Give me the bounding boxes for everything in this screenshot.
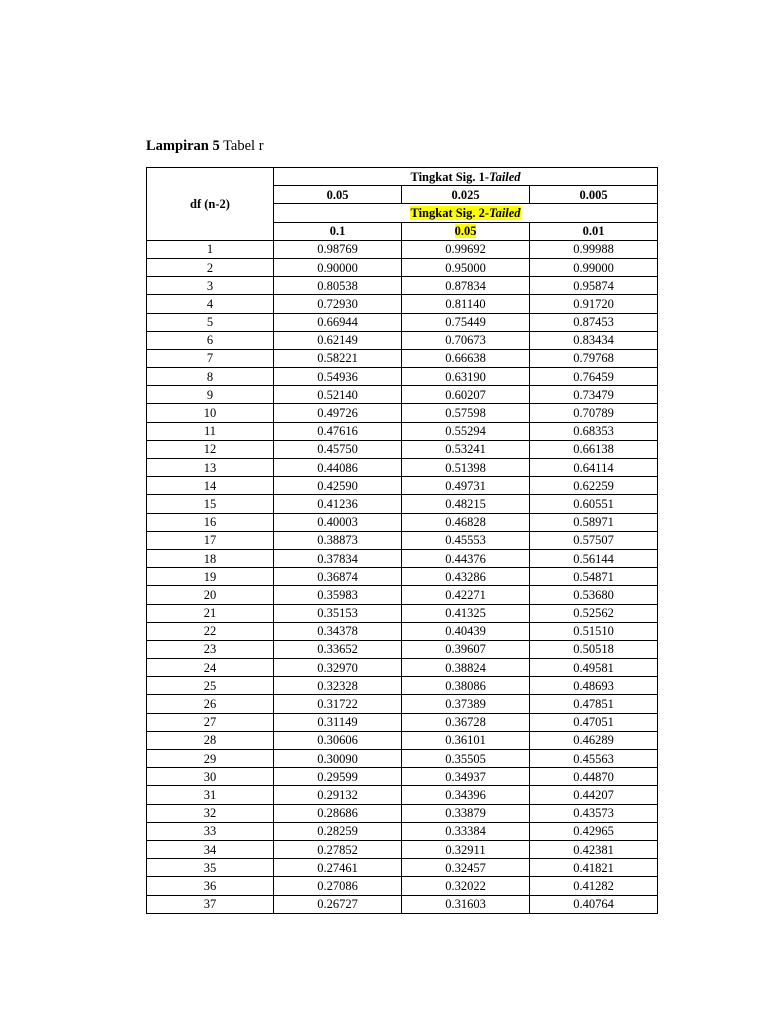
r-value-cell: 0.46289	[530, 731, 658, 749]
r-value-cell: 0.46828	[402, 513, 530, 531]
r-value-cell: 0.34937	[402, 768, 530, 786]
two-tailed-suffix: Tailed	[489, 205, 521, 220]
table-body	[147, 240, 658, 913]
table-row	[147, 568, 658, 586]
r-value-cell: 0.49731	[402, 477, 530, 495]
r-value-cell: 0.32022	[402, 877, 530, 895]
table-row	[147, 895, 658, 913]
table-row	[147, 495, 658, 513]
df-cell: 28	[147, 731, 274, 749]
r-value-cell: 0.30606	[274, 731, 402, 749]
r-value-cell: 0.95000	[402, 258, 530, 276]
table-row	[147, 840, 658, 858]
df-header: df (n-2)	[147, 168, 274, 241]
r-value-cell: 0.66944	[274, 313, 402, 331]
df-cell: 20	[147, 586, 274, 604]
r-value-cell: 0.34378	[274, 622, 402, 640]
table-row	[147, 640, 658, 658]
df-cell: 26	[147, 695, 274, 713]
df-cell: 31	[147, 786, 274, 804]
r-value-cell: 0.99000	[530, 258, 658, 276]
r-value-cell: 0.44870	[530, 768, 658, 786]
caption-rest: Tabel r	[219, 138, 264, 154]
one-tailed-level: 0.005	[530, 186, 658, 204]
r-value-cell: 0.36874	[274, 568, 402, 586]
r-value-cell: 0.79768	[530, 349, 658, 367]
table-row	[147, 513, 658, 531]
r-value-cell: 0.52562	[530, 604, 658, 622]
r-value-cell: 0.47051	[530, 713, 658, 731]
r-value-cell: 0.66138	[530, 440, 658, 458]
r-value-cell: 0.42965	[530, 822, 658, 840]
r-value-cell: 0.29132	[274, 786, 402, 804]
df-cell: 16	[147, 513, 274, 531]
two-tailed-level: 0.1	[274, 222, 402, 240]
r-value-cell: 0.30090	[274, 750, 402, 768]
table-header	[147, 168, 658, 241]
r-value-cell: 0.62259	[530, 477, 658, 495]
df-cell: 11	[147, 422, 274, 440]
df-cell: 25	[147, 677, 274, 695]
r-value-cell: 0.70673	[402, 331, 530, 349]
r-value-cell: 0.28259	[274, 822, 402, 840]
r-value-cell: 0.41821	[530, 859, 658, 877]
r-value-cell: 0.36728	[402, 713, 530, 731]
r-value-cell: 0.75449	[402, 313, 530, 331]
one-tailed-prefix: Tingkat Sig. 1-	[410, 169, 490, 184]
r-value-cell: 0.26727	[274, 895, 402, 913]
r-value-cell: 0.45563	[530, 750, 658, 768]
r-value-cell: 0.27461	[274, 859, 402, 877]
table-row	[147, 258, 658, 276]
table-row	[147, 531, 658, 549]
r-value-cell: 0.57598	[402, 404, 530, 422]
table-row	[147, 859, 658, 877]
table-row	[147, 459, 658, 477]
r-value-cell: 0.60551	[530, 495, 658, 513]
df-cell: 24	[147, 659, 274, 677]
r-value-cell: 0.60207	[402, 386, 530, 404]
df-cell: 6	[147, 331, 274, 349]
r-value-cell: 0.58221	[274, 349, 402, 367]
df-cell: 4	[147, 295, 274, 313]
table-row	[147, 277, 658, 295]
df-cell: 1	[147, 240, 274, 258]
r-value-cell: 0.49726	[274, 404, 402, 422]
r-value-cell: 0.33384	[402, 822, 530, 840]
one-tailed-suffix: Tailed	[489, 169, 521, 184]
r-value-cell: 0.27852	[274, 840, 402, 858]
r-value-cell: 0.57507	[530, 531, 658, 549]
table-row	[147, 422, 658, 440]
table-row	[147, 804, 658, 822]
r-value-cell: 0.44376	[402, 549, 530, 567]
r-value-cell: 0.91720	[530, 295, 658, 313]
r-value-cell: 0.63190	[402, 368, 530, 386]
table-row	[147, 622, 658, 640]
two-tailed-level: 0.01	[530, 222, 658, 240]
table-row	[147, 295, 658, 313]
r-value-cell: 0.38873	[274, 531, 402, 549]
caption-bold: Lampiran 5	[146, 138, 220, 154]
r-value-cell: 0.51510	[530, 622, 658, 640]
df-cell: 18	[147, 549, 274, 567]
r-value-cell: 0.42590	[274, 477, 402, 495]
one-tailed-level: 0.05	[274, 186, 402, 204]
df-cell: 13	[147, 459, 274, 477]
table-row	[147, 822, 658, 840]
table-row	[147, 731, 658, 749]
table-row	[147, 659, 658, 677]
two-tailed-title-highlight	[410, 206, 520, 220]
r-value-cell: 0.41236	[274, 495, 402, 513]
r-value-cell: 0.54871	[530, 568, 658, 586]
table-row	[147, 677, 658, 695]
r-value-cell: 0.40003	[274, 513, 402, 531]
r-value-cell: 0.27086	[274, 877, 402, 895]
r-value-cell: 0.55294	[402, 422, 530, 440]
r-value-cell: 0.98769	[274, 240, 402, 258]
r-value-cell: 0.50518	[530, 640, 658, 658]
r-value-cell: 0.99692	[402, 240, 530, 258]
r-value-cell: 0.35505	[402, 750, 530, 768]
r-value-cell: 0.40764	[530, 895, 658, 913]
r-value-cell: 0.35153	[274, 604, 402, 622]
two-tailed-level	[402, 222, 530, 240]
df-cell: 2	[147, 258, 274, 276]
r-value-cell: 0.66638	[402, 349, 530, 367]
r-value-cell: 0.37834	[274, 549, 402, 567]
r-value-cell: 0.48693	[530, 677, 658, 695]
table-row	[147, 477, 658, 495]
one-tailed-level: 0.025	[402, 186, 530, 204]
r-value-cell: 0.81140	[402, 295, 530, 313]
r-value-cell: 0.76459	[530, 368, 658, 386]
r-value-cell: 0.83434	[530, 331, 658, 349]
r-value-cell: 0.43286	[402, 568, 530, 586]
r-value-cell: 0.87834	[402, 277, 530, 295]
df-cell: 17	[147, 531, 274, 549]
r-table	[146, 167, 658, 914]
two-tailed-prefix: Tingkat Sig. 2-	[410, 205, 490, 220]
df-cell: 36	[147, 877, 274, 895]
r-value-cell: 0.45750	[274, 440, 402, 458]
r-value-cell: 0.49581	[530, 659, 658, 677]
r-value-cell: 0.31722	[274, 695, 402, 713]
r-value-cell: 0.52140	[274, 386, 402, 404]
df-cell: 29	[147, 750, 274, 768]
df-cell: 5	[147, 313, 274, 331]
two-tailed-level-highlight: 0.05	[454, 224, 477, 239]
r-value-cell: 0.34396	[402, 786, 530, 804]
table-row	[147, 750, 658, 768]
df-cell: 10	[147, 404, 274, 422]
r-value-cell: 0.31603	[402, 895, 530, 913]
df-cell: 37	[147, 895, 274, 913]
r-value-cell: 0.44207	[530, 786, 658, 804]
df-cell: 23	[147, 640, 274, 658]
r-value-cell: 0.33652	[274, 640, 402, 658]
r-value-cell: 0.62149	[274, 331, 402, 349]
r-value-cell: 0.95874	[530, 277, 658, 295]
table-row	[147, 586, 658, 604]
r-value-cell: 0.70789	[530, 404, 658, 422]
r-value-cell: 0.37389	[402, 695, 530, 713]
r-value-cell: 0.35983	[274, 586, 402, 604]
r-value-cell: 0.32970	[274, 659, 402, 677]
two-tailed-title	[274, 204, 658, 222]
r-value-cell: 0.53241	[402, 440, 530, 458]
table-row	[147, 368, 658, 386]
r-value-cell: 0.31149	[274, 713, 402, 731]
r-value-cell: 0.38086	[402, 677, 530, 695]
df-cell: 15	[147, 495, 274, 513]
r-value-cell: 0.43573	[530, 804, 658, 822]
document-caption	[146, 138, 264, 155]
r-value-cell: 0.73479	[530, 386, 658, 404]
r-value-cell: 0.41325	[402, 604, 530, 622]
table-row	[147, 549, 658, 567]
table-row	[147, 877, 658, 895]
table-row	[147, 695, 658, 713]
r-value-cell: 0.32328	[274, 677, 402, 695]
r-value-cell: 0.38824	[402, 659, 530, 677]
df-cell: 9	[147, 386, 274, 404]
r-value-cell: 0.72930	[274, 295, 402, 313]
table-row	[147, 786, 658, 804]
df-cell: 7	[147, 349, 274, 367]
df-cell: 12	[147, 440, 274, 458]
table-row	[147, 313, 658, 331]
r-value-cell: 0.54936	[274, 368, 402, 386]
df-cell: 8	[147, 368, 274, 386]
r-value-cell: 0.32457	[402, 859, 530, 877]
r-value-cell: 0.99988	[530, 240, 658, 258]
r-value-cell: 0.33879	[402, 804, 530, 822]
header-row-one-tailed-title	[147, 168, 658, 186]
table-row	[147, 768, 658, 786]
df-cell: 34	[147, 840, 274, 858]
df-cell: 30	[147, 768, 274, 786]
df-cell: 35	[147, 859, 274, 877]
one-tailed-title	[274, 168, 658, 186]
r-value-cell: 0.40439	[402, 622, 530, 640]
table-row	[147, 604, 658, 622]
df-cell: 22	[147, 622, 274, 640]
r-value-cell: 0.36101	[402, 731, 530, 749]
r-value-cell: 0.47851	[530, 695, 658, 713]
r-value-cell: 0.44086	[274, 459, 402, 477]
df-cell: 3	[147, 277, 274, 295]
r-value-cell: 0.51398	[402, 459, 530, 477]
df-cell: 19	[147, 568, 274, 586]
df-cell: 33	[147, 822, 274, 840]
r-value-cell: 0.42381	[530, 840, 658, 858]
r-value-cell: 0.87453	[530, 313, 658, 331]
r-value-cell: 0.58971	[530, 513, 658, 531]
table-row	[147, 240, 658, 258]
table-row	[147, 404, 658, 422]
table-row	[147, 386, 658, 404]
r-value-cell: 0.42271	[402, 586, 530, 604]
r-value-cell: 0.64114	[530, 459, 658, 477]
r-value-cell: 0.47616	[274, 422, 402, 440]
r-value-cell: 0.80538	[274, 277, 402, 295]
df-cell: 27	[147, 713, 274, 731]
table-row	[147, 713, 658, 731]
r-value-cell: 0.90000	[274, 258, 402, 276]
r-value-cell: 0.32911	[402, 840, 530, 858]
r-value-cell: 0.29599	[274, 768, 402, 786]
table-row	[147, 440, 658, 458]
r-value-cell: 0.48215	[402, 495, 530, 513]
r-value-cell: 0.28686	[274, 804, 402, 822]
r-value-cell: 0.56144	[530, 549, 658, 567]
df-cell: 21	[147, 604, 274, 622]
table-row	[147, 349, 658, 367]
df-cell: 32	[147, 804, 274, 822]
r-value-cell: 0.45553	[402, 531, 530, 549]
table-row	[147, 331, 658, 349]
r-value-cell: 0.68353	[530, 422, 658, 440]
r-value-cell: 0.53680	[530, 586, 658, 604]
r-value-cell: 0.41282	[530, 877, 658, 895]
r-value-cell: 0.39607	[402, 640, 530, 658]
df-cell: 14	[147, 477, 274, 495]
